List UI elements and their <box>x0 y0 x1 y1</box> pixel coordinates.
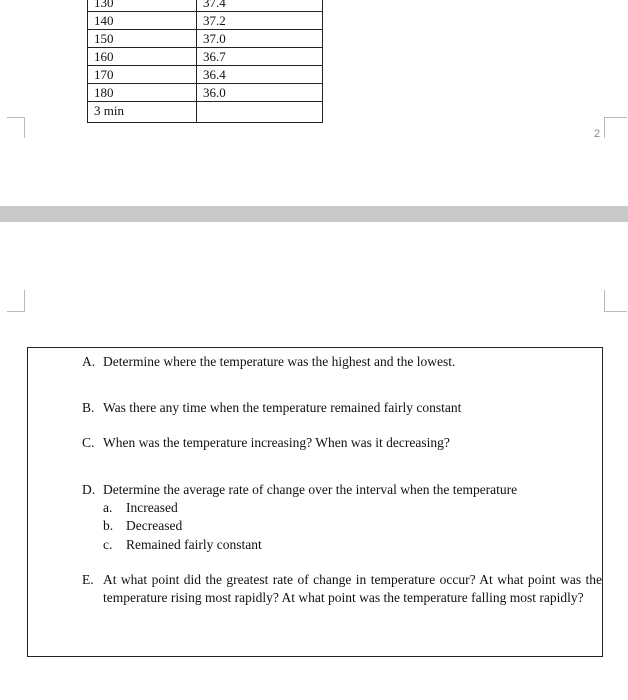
question-letter: A. <box>82 354 96 369</box>
temperature-cell: 37.0 <box>197 30 323 48</box>
crop-mark-top-right <box>604 290 627 312</box>
page-gap <box>0 206 628 222</box>
table-row <box>88 0 323 12</box>
subitem-text: Remained fairly constant <box>126 537 262 552</box>
subitem-text: Decreased <box>126 518 183 533</box>
question-letter: C. <box>82 435 95 450</box>
subitem-letter: c. <box>103 537 113 552</box>
time-cell: 160 <box>88 48 197 66</box>
time-cell: 170 <box>88 66 197 84</box>
questions-box <box>27 347 603 657</box>
subitem-c <box>103 536 262 554</box>
table-row <box>88 102 323 123</box>
question-b <box>82 399 596 417</box>
crop-mark-bottom-left <box>7 117 25 138</box>
question-letter: E. <box>82 572 94 587</box>
crop-mark-top-left <box>7 290 25 312</box>
question-text: Determine the average rate of change over the interval when the temperature <box>103 482 518 497</box>
question-letter: B. <box>82 400 95 415</box>
time-cell: 150 <box>88 30 197 48</box>
temperature-cell: 37.4 <box>197 0 323 12</box>
subitem-text: Increased <box>126 500 178 515</box>
subitem-letter: a. <box>103 500 113 515</box>
subitem-letter: b. <box>103 518 114 533</box>
temperature-table <box>87 0 323 123</box>
table-row <box>88 30 323 48</box>
temperature-cell <box>197 102 323 123</box>
page-number: 2 <box>594 128 601 140</box>
time-cell: 130 <box>88 0 197 12</box>
question-c <box>82 434 596 452</box>
table-row <box>88 48 323 66</box>
table-row <box>88 84 323 102</box>
temperature-cell: 36.4 <box>197 66 323 84</box>
temperature-cell: 36.0 <box>197 84 323 102</box>
temperature-cell: 36.7 <box>197 48 323 66</box>
question-text: When was the temperature increasing? When was it decreasing? <box>103 435 450 450</box>
question-letter: D. <box>82 482 96 497</box>
subitem-b <box>103 517 182 535</box>
question-e <box>82 571 602 607</box>
time-cell: 3 min <box>88 102 197 123</box>
question-a <box>82 353 596 371</box>
question-text: Determine where the temperature was the highest and the lowest. <box>103 354 456 369</box>
crop-mark-bottom-right <box>604 117 627 138</box>
temperature-cell: 37.2 <box>197 12 323 30</box>
question-text: At what point did the greatest rate of change in temperature occur? At what point was the temperature rising most rapidly? At what point was the temperature falling most rapidly? <box>103 572 602 605</box>
time-cell: 180 <box>88 84 197 102</box>
time-cell: 140 <box>88 12 197 30</box>
question-text: Was there any time when the temperature remained fairly constant <box>103 400 462 415</box>
table-row <box>88 66 323 84</box>
table-row <box>88 12 323 30</box>
subitem-a <box>103 499 178 517</box>
question-d <box>82 481 596 499</box>
